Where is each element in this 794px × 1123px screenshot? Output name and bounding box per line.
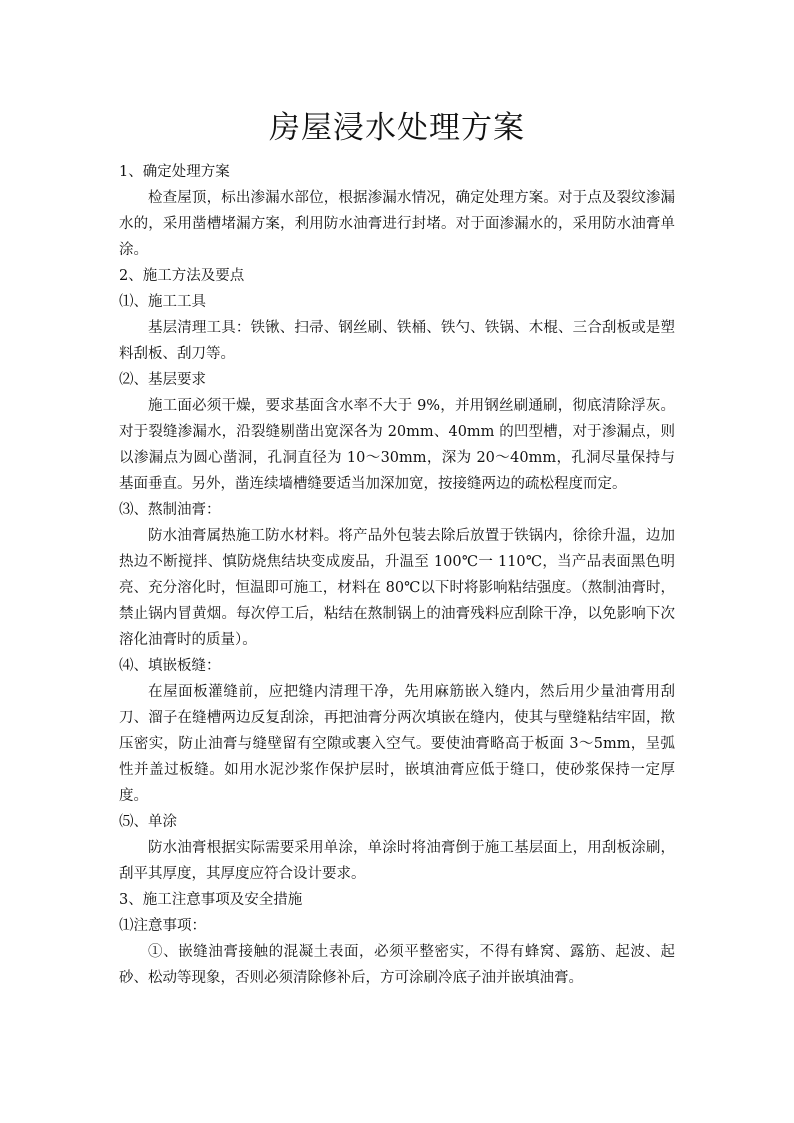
body-paragraph: 基层清理工具：铁锹、扫帚、钢丝刷、铁桶、铁勺、铁锅、木棍、三合刮板或是塑料刮板、刮刀等。 (119, 320, 675, 362)
page-title: 房屋浸水处理方案 (269, 110, 525, 146)
body-paragraph: 防水油膏根据实际需要采用单涂，单涂时将油膏倒于施工基层面上，用刮板涂刷，刮平其厚度，其厚度应符合设计要求。 (119, 840, 675, 882)
body-paragraph: 施工面必须干燥，要求基面含水率不大于 9%，并用钢丝刷通刷，彻底清除浮灰。对于裂缝渗漏水，沿裂缝剔凿出宽深各为 20mm、40mm 的凹型槽，对于渗漏点，则以渗漏点为圆心凿洞，孔洞直径为 10～30mm，深为 20～40mm，孔洞尽量保持与基面垂直。另外，凿连续墙槽缝要适当加深加宽，按接缝两边的疏松程度而定。 (119, 398, 675, 492)
section-heading: 1、确定处理方案 (119, 164, 230, 180)
subsection-heading: ⑸、单涂 (119, 814, 177, 830)
body-paragraph: 防水油膏属热施工防水材料。将产品外包装去除后放置于铁锅内，徐徐升温，边加热边不断搅拌、慎防烧焦结块变成废品，升温至 100℃一 110℃，当产品表面黑色明亮、充分溶化时，恒温即可施工，材料在 80℃以下时将影响粘结强度。（熬制油膏时，禁止锅内冒黄烟。每次停工后，粘结在熬制锅上的油膏残料应刮除干净，以免影响下次溶化油膏时的质量）。 (119, 528, 675, 648)
body-paragraph: ①、嵌缝油膏接触的混凝土表面，必须平整密实，不得有蜂窝、露筋、起波、起砂、松动等现象，否则必须清除修补后，方可涂刷冷底子油并嵌填油膏。 (119, 944, 675, 986)
section-heading: 2、施工方法及要点 (119, 268, 245, 284)
subsection-heading: ⑵、基层要求 (119, 372, 206, 388)
subsection-heading: ⑶、熬制油膏： (119, 502, 221, 518)
subsection-heading: ⑴、施工工具 (119, 294, 206, 310)
section-heading: 3、施工注意事项及安全措施 (119, 892, 303, 908)
body-paragraph: 检查屋顶，标出渗漏水部位，根据渗漏水情况，确定处理方案。对于点及裂纹渗漏水的，采用凿槽堵漏方案，利用防水油膏进行封堵。对于面渗漏水的，采用防水油膏单涂。 (119, 190, 675, 258)
subsection-heading: ⑴注意事项： (119, 918, 206, 934)
document-body (119, 159, 675, 991)
body-paragraph: 在屋面板灌缝前，应把缝内清理干净，先用麻筋嵌入缝内，然后用少量油膏用刮刀、溜子在缝槽两边反复刮涂，再把油膏分两次填嵌在缝内，使其与壁缝粘结牢固，揿压密实，防止油膏与缝壁留有空隙或裹入空气。要使油膏略高于板面 3～5mm，呈弧性并盖过板缝。如用水泥沙浆作保护层时，嵌填油膏应低于缝口，使砂浆保持一定厚度。 (119, 684, 675, 804)
subsection-heading: ⑷、填嵌板缝： (119, 658, 221, 674)
